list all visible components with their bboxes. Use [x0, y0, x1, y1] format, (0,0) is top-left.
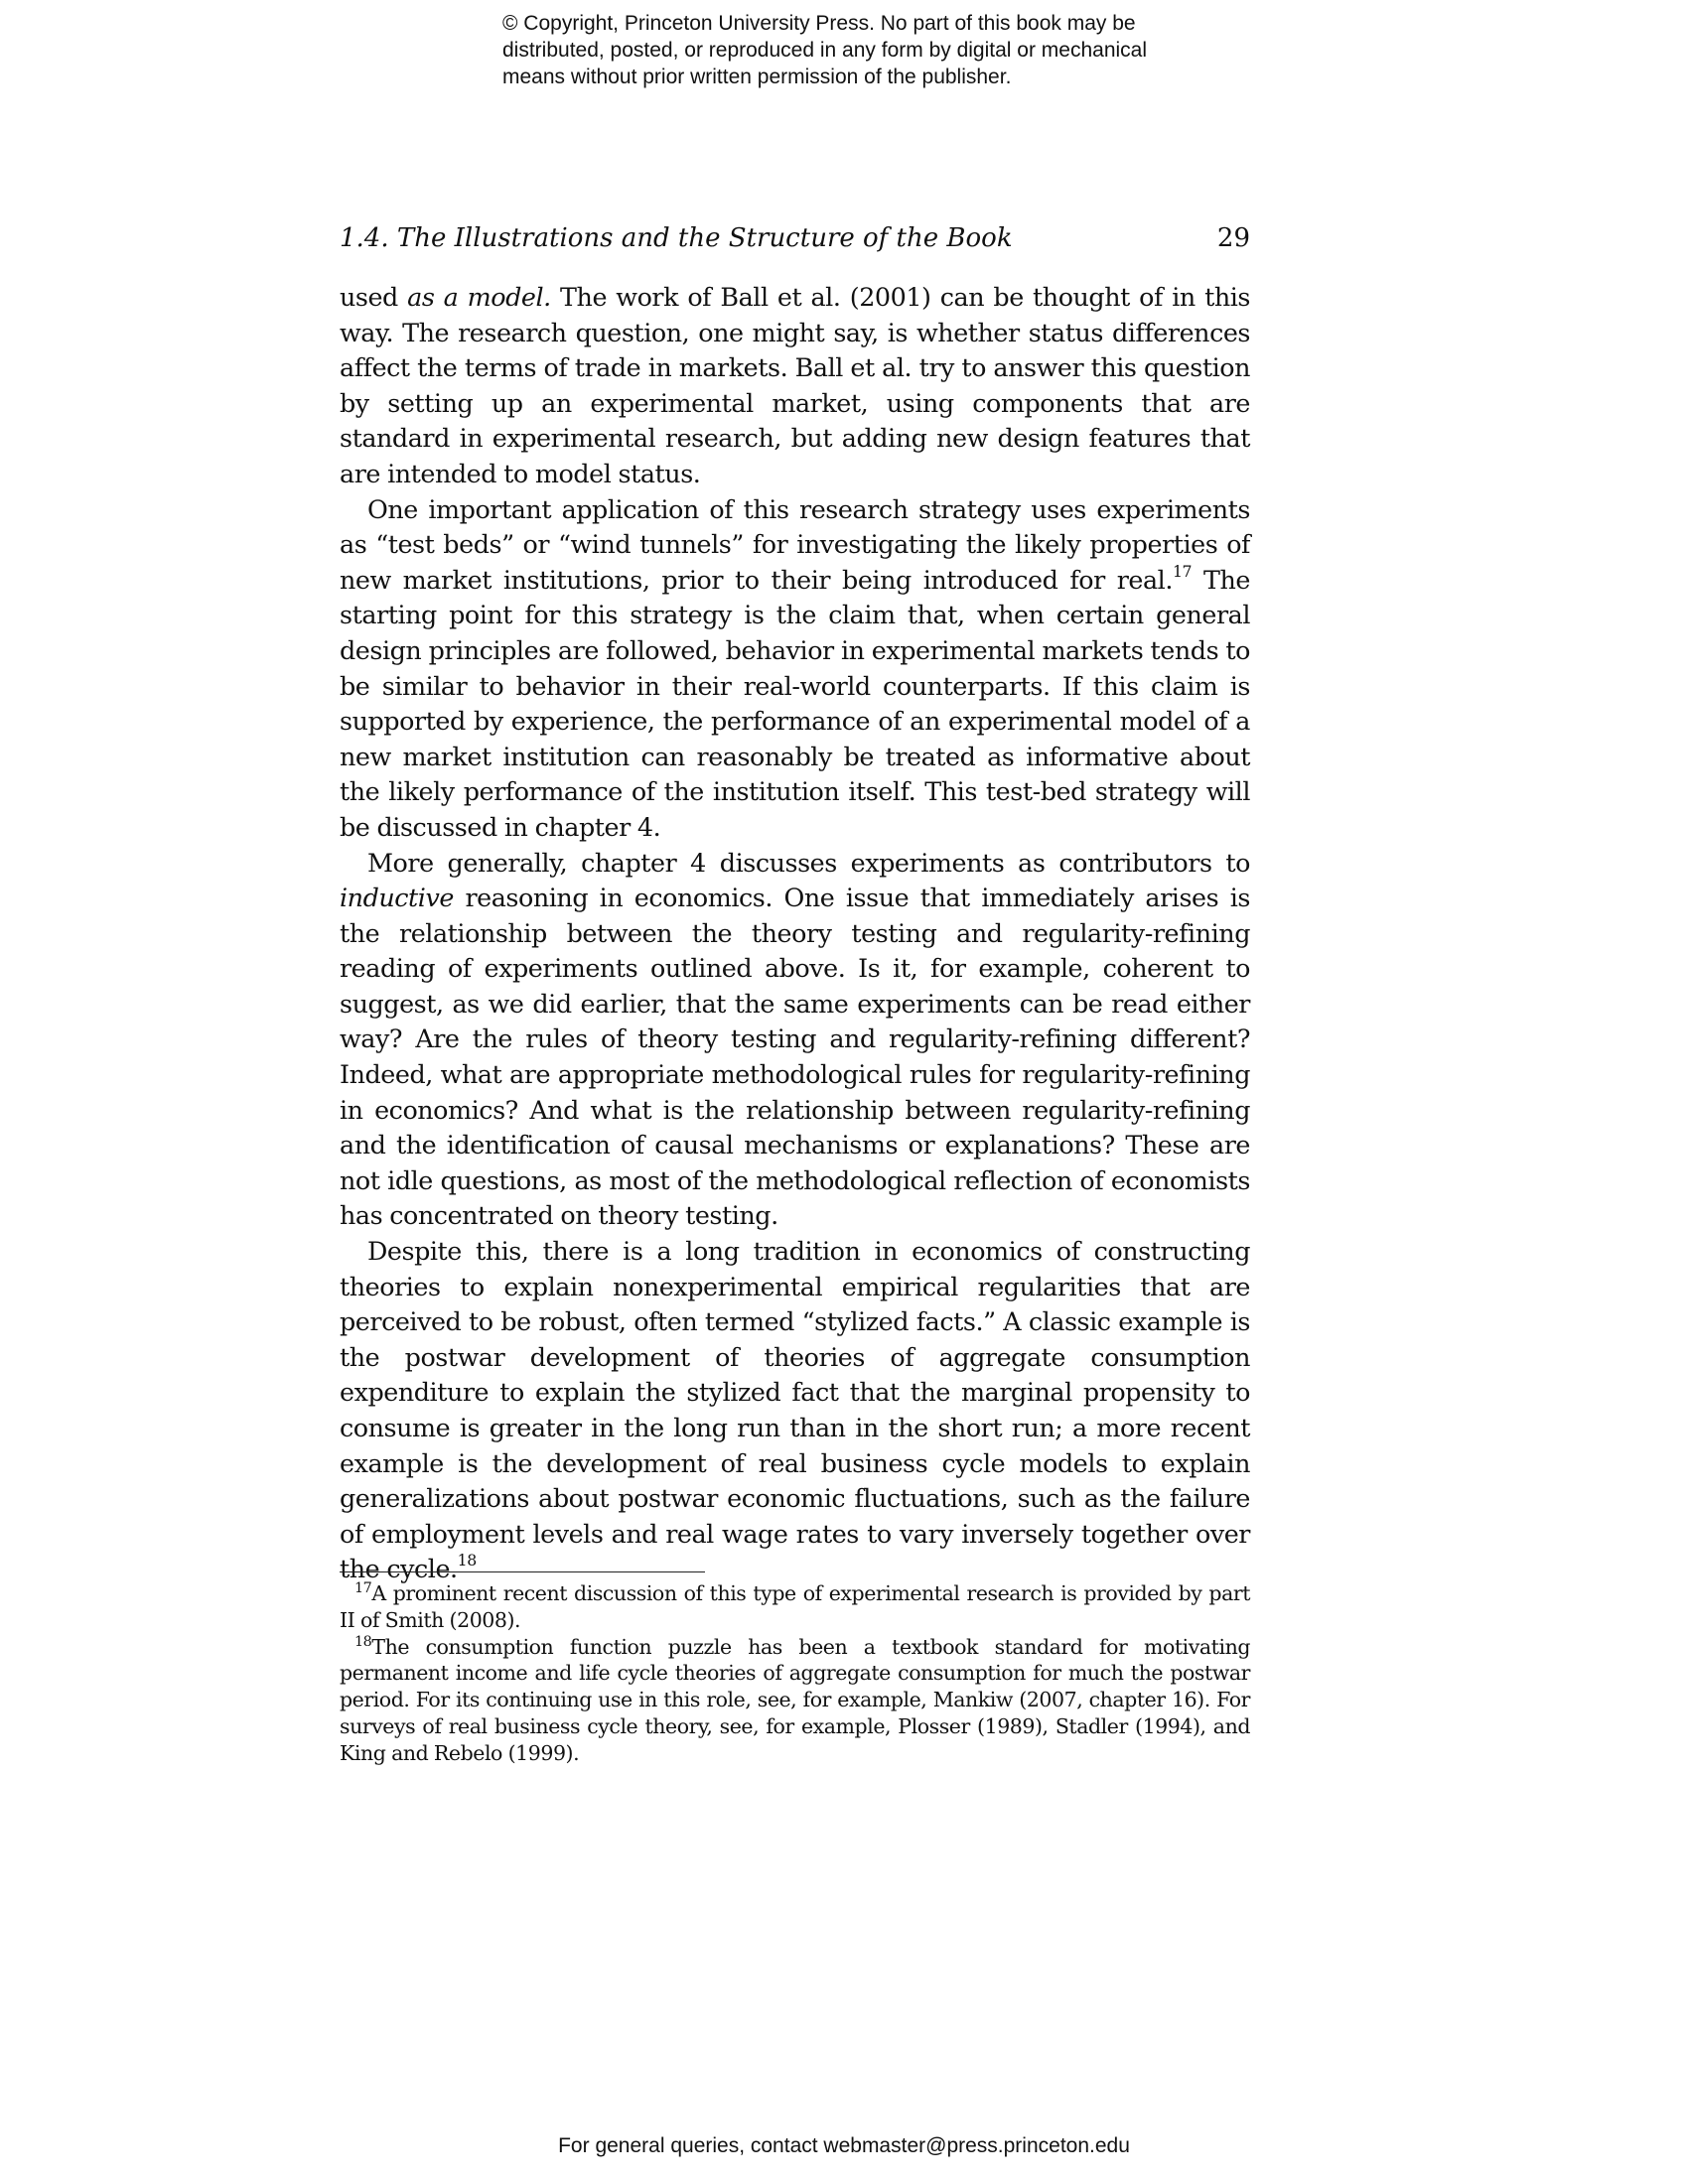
paragraph-1-text: The work of Ball et al. (2001) can be thought of in this way. The research question, one might say, is whether status differences affect the terms of trade in markets. Ball et al. try to answer this question by setting up an experimental market, using components that are standard in experimental research, but adding new design features that are intended to model status.: [340, 282, 1250, 488]
paragraph-4-text: Despite this, there is a long tradition in economics of constructing theories to explain nonexperimental empirical regularities that are perceived to be robust, often termed “stylized facts.” A classic example is the postwar development of theories of aggregate consumption expenditure to explain the stylized fact that the marginal propensity to consume is greater in the long run than in the short run; a more recent example is the development of real business cycle models to explain generalizations about postwar economic fluctuations, such as the failure of employment levels and real wage rates to vary inversely together over the cycle.: [340, 1236, 1250, 1584]
copyright-notice: [502, 10, 1257, 90]
paragraph-2-text-b: The starting point for this strategy is the claim that, when certain general design principles are followed, behavior in experimental markets tends to be similar to behavior in their real-world counterparts. If this claim is supported by experience, the performance of an experimental model of a new market institution can reasonably be treated as informative about the likely performance of the institution itself. This test-bed strategy will be discussed in chapter 4.: [340, 564, 1250, 842]
footnote-ref-17[interactable]: 17: [1172, 561, 1193, 581]
paragraph-2-text-a: One important application of this research strategy uses experiments as “test beds” or “wind tunnels” for investigating the likely properties of new market institutions, prior to their being introduced for real.: [340, 493, 1250, 595]
paragraph-1-italic: as a model.: [407, 282, 551, 312]
paragraph-3: [340, 846, 1250, 1235]
paragraph-3-text-b: reasoning in economics. One issue that immediately arises is the relationship between the theory testing and regularity-refining reading of experiments outlined above. Is it, for example, coherent to suggest, as we did earlier, that the same experiments can be read either way? Are the rules of theory testing and regularity-refining different? Indeed, what are appropriate methodological rules for regularity-refining in economics? And what is the relationship between regularity-refining and the identification of causal mechanisms or explanations? These are not idle questions, as most of the methodological reflection of economists has concentrated on theory testing.: [340, 883, 1250, 1231]
footnote-ref-18[interactable]: 18: [457, 1551, 477, 1570]
footnote-rule: [340, 1571, 705, 1572]
section-title: 1.4. The Illustrations and the Structure of the Book: [340, 223, 1013, 253]
footnote-17-marker: 17: [354, 1580, 372, 1597]
paragraph-1: [340, 280, 1250, 492]
copyright-line-1: © Copyright, Princeton University Press. No part of this book may be: [502, 12, 1136, 35]
paragraph-3-italic: inductive: [340, 883, 454, 913]
copyright-line-2: distributed, posted, or reproduced in any form by digital or mechanical: [502, 39, 1148, 62]
footnote-17-text: A prominent recent discussion of this type of experimental research is provided by part II of Smith (2008).: [340, 1581, 1250, 1632]
footnote-17: [340, 1580, 1250, 1634]
footnote-18-text: The consumption function puzzle has been a textbook standard for motivating permanent income and life cycle theories of aggregate consumption for much the postwar period. For its continuing use in this role, see, for example, Mankiw (2007, chapter 16). For surveys of real business cycle theory, see, for example, Plosser (1989), Stadler (1994), and King and Rebelo (1999).: [340, 1634, 1250, 1765]
footnote-18: [340, 1634, 1250, 1767]
paragraph-2: [340, 492, 1250, 846]
paragraph-1-lead: used: [340, 282, 408, 312]
paragraph-3-text-a: More generally, chapter 4 discusses experiments as contributors to: [367, 847, 1250, 878]
running-head: [340, 218, 1250, 258]
paragraph-4: [340, 1234, 1250, 1587]
copyright-line-3: means without prior written permission of the publisher.: [502, 66, 1012, 88]
body-text: [340, 280, 1250, 1587]
footnotes: [340, 1580, 1250, 1767]
page-number: 29: [1216, 223, 1250, 253]
footnote-18-marker: 18: [354, 1633, 372, 1650]
footer-contact: For general queries, contact webmaster@press.princeton.edu: [558, 2134, 1130, 2157]
